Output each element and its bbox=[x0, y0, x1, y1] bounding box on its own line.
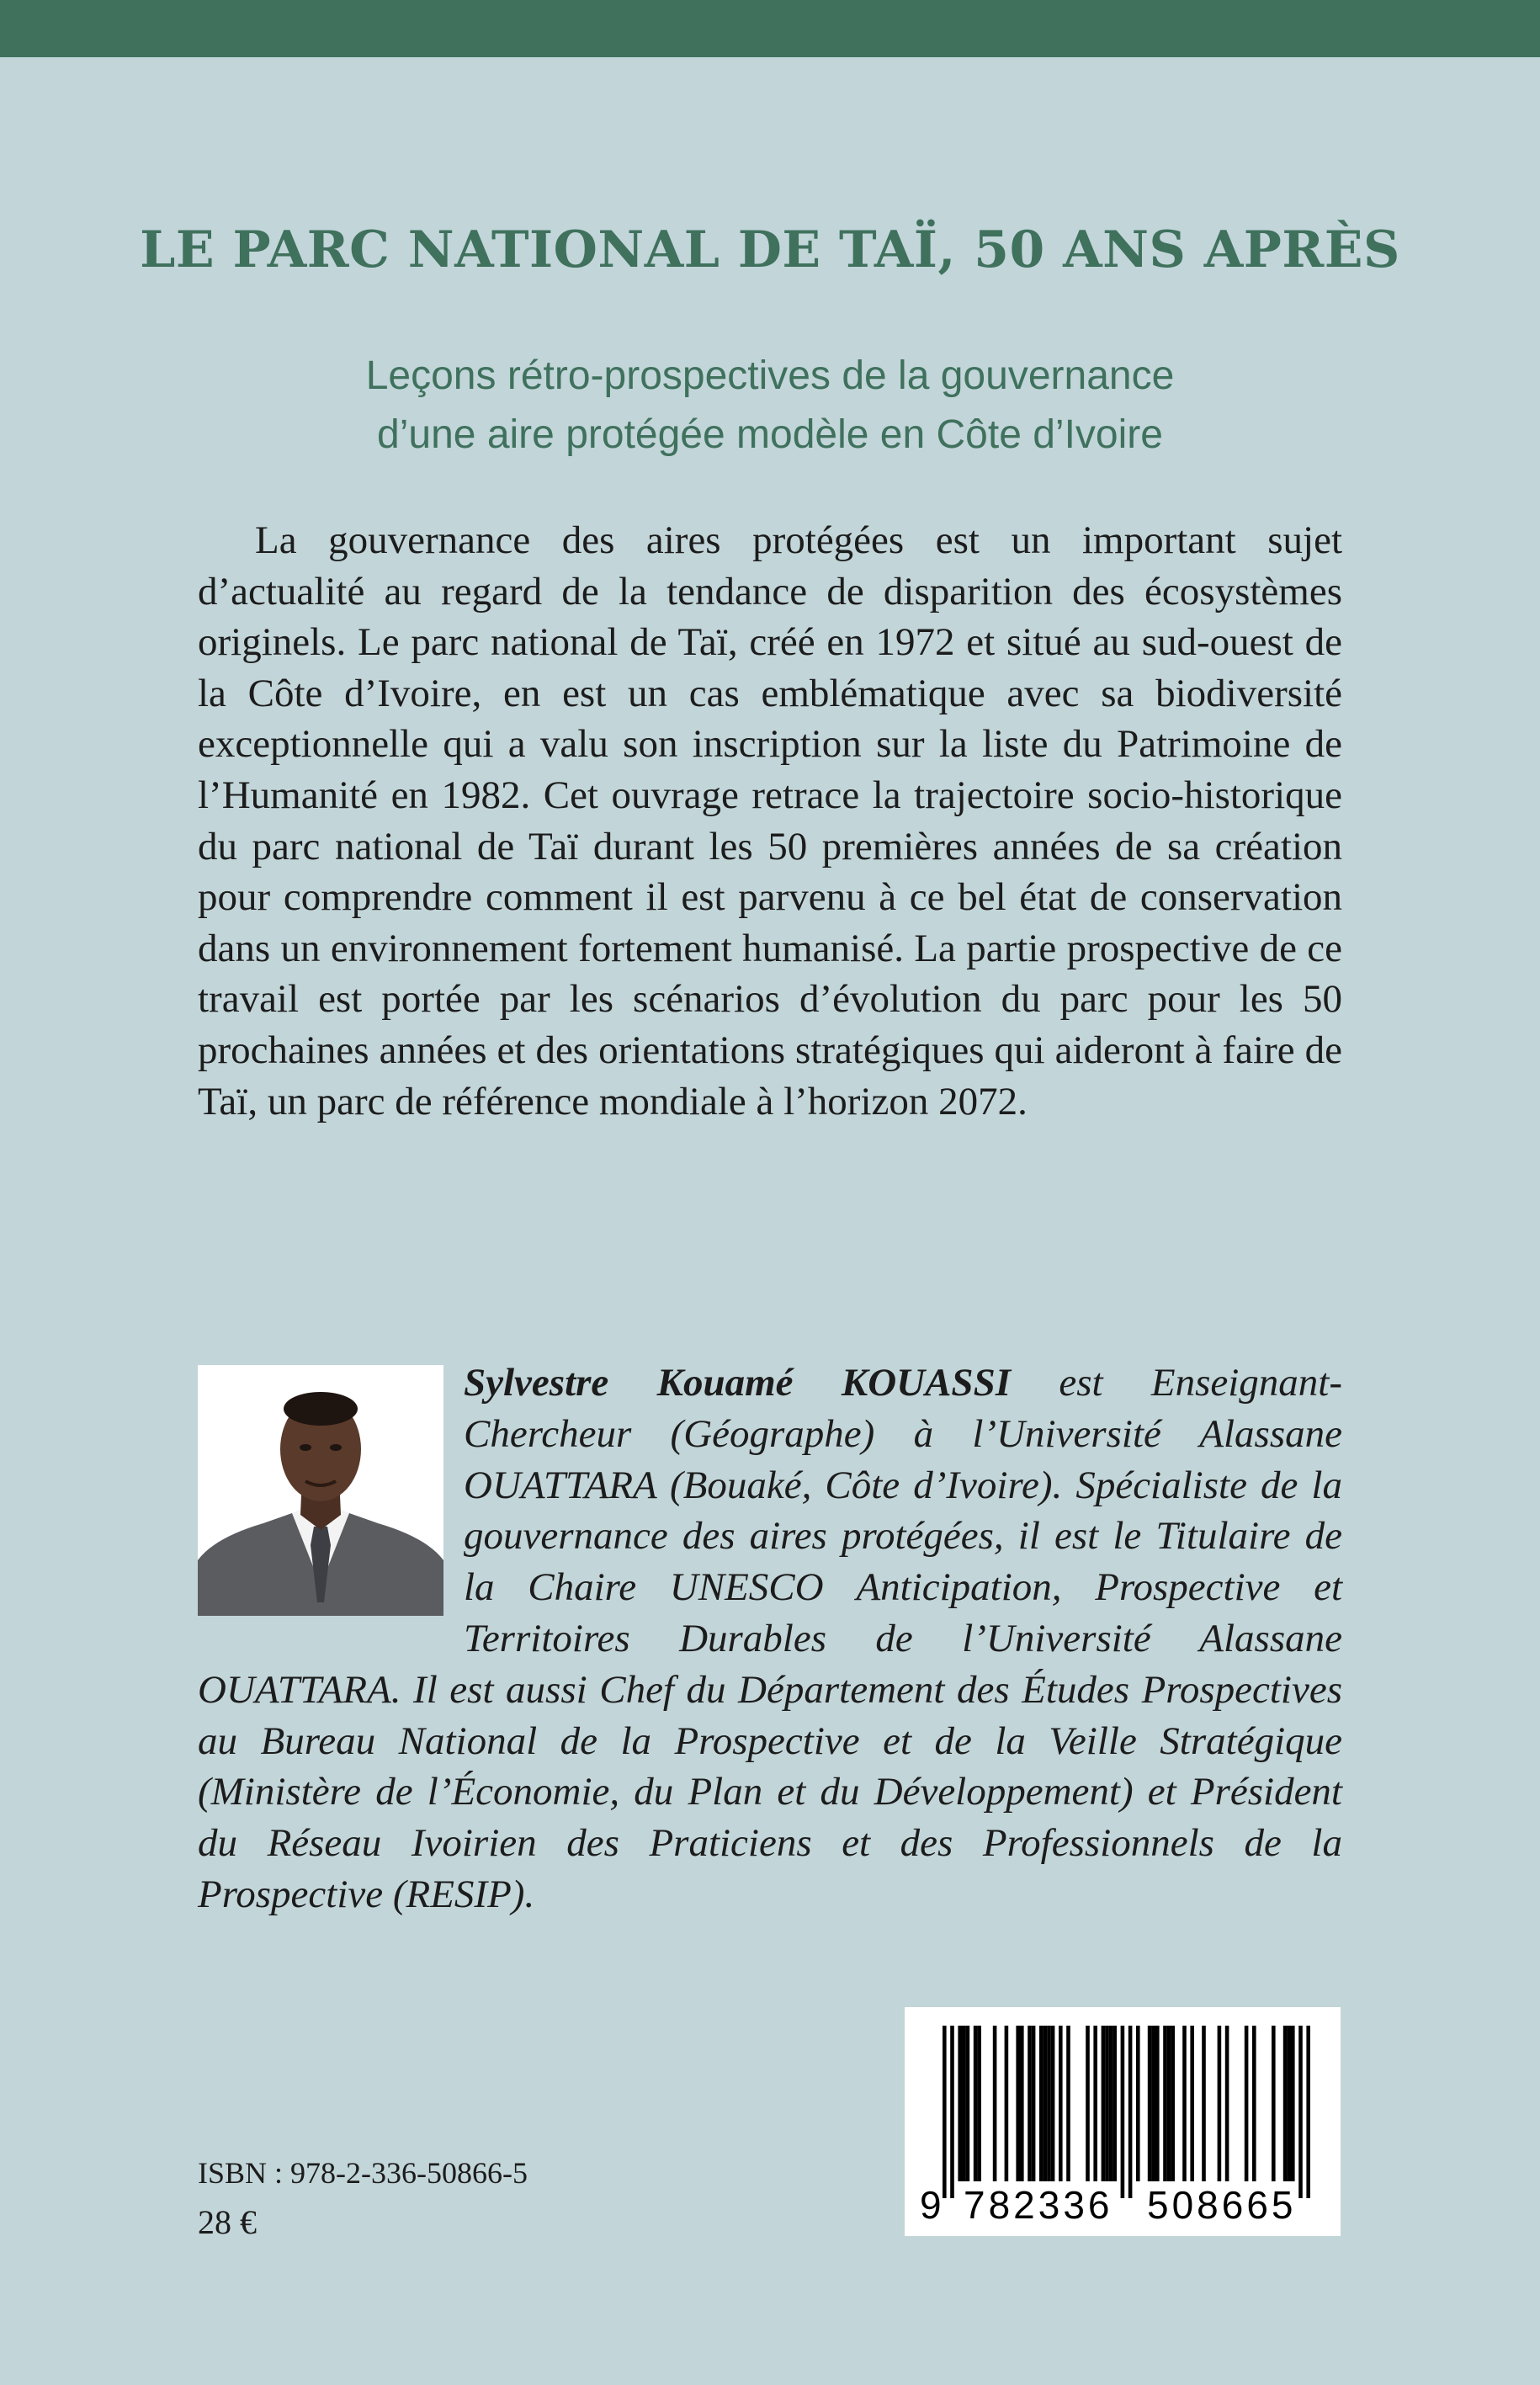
barcode-bar bbox=[1039, 2026, 1043, 2181]
barcode-bar bbox=[1155, 2026, 1160, 2181]
barcode-bar bbox=[1136, 2026, 1140, 2181]
barcode-bar bbox=[966, 2026, 970, 2181]
subtitle-line-1: Leçons rétro-prospectives de la gouvernance bbox=[365, 353, 1175, 398]
barcode-bar bbox=[943, 2026, 947, 2198]
book-summary bbox=[198, 515, 1342, 1127]
barcode-bar bbox=[1283, 2026, 1288, 2181]
barcode-bar bbox=[1016, 2026, 1020, 2181]
barcode-bar bbox=[1028, 2026, 1032, 2181]
barcode-bar bbox=[1252, 2026, 1256, 2181]
barcode-digits bbox=[920, 2184, 1328, 2226]
barcode-bar bbox=[1020, 2026, 1024, 2181]
barcode-bar bbox=[1245, 2026, 1249, 2181]
author-name: Sylvestre Kouamé KOUASSI bbox=[464, 1361, 1011, 1405]
barcode-bar bbox=[993, 2026, 997, 2181]
barcode-bar bbox=[1218, 2026, 1222, 2181]
top-band bbox=[0, 0, 1540, 57]
barcode-first-digit: 9 bbox=[920, 2183, 942, 2227]
barcode-bar bbox=[1148, 2026, 1152, 2181]
barcode-bar bbox=[977, 2026, 981, 2181]
barcode-bar bbox=[1121, 2026, 1125, 2198]
barcode-bar bbox=[1306, 2026, 1310, 2198]
barcode-bar bbox=[958, 2026, 962, 2181]
barcode-bar bbox=[1109, 2026, 1113, 2181]
barcode-bar bbox=[1086, 2026, 1090, 2181]
barcode-bar bbox=[1032, 2026, 1036, 2181]
barcode-bar bbox=[1287, 2026, 1291, 2181]
barcode-bar bbox=[1093, 2026, 1097, 2181]
barcode-bar bbox=[1202, 2026, 1206, 2181]
barcode-bar bbox=[1163, 2026, 1167, 2181]
barcode-bar bbox=[1272, 2026, 1276, 2181]
barcode-bar bbox=[1128, 2026, 1133, 2198]
barcode-bar bbox=[1113, 2026, 1117, 2181]
barcode-bar bbox=[1105, 2026, 1109, 2181]
barcode-bar bbox=[1167, 2026, 1171, 2181]
barcode-left-group: 782336 bbox=[964, 2183, 1113, 2227]
barcode-bar bbox=[1047, 2026, 1051, 2181]
barcode-bar bbox=[1102, 2026, 1106, 2181]
barcode-right-group: 508665 bbox=[1147, 2183, 1297, 2227]
author-description: est Enseignant-Chercheur (Géographe) à l’Université Alassane OUATTARA (Bouaké, Côte d’Ivoire). Spécialiste de la gouvernance des aires protégées, il est le Titulaire de la Chaire UNESCO Anticipation, Prospective et Territoires Durables de l’Université Alassane OUATTARA. Il est aussi Chef du Département des Études Prospectives au Bureau National de la Prospective et de la Veille Stratégique (Ministère de l’Économie, du Plan et du Développement) et Président du Réseau Ivoirien des Praticiens et des Professionnels de la Prospective (RESIP). bbox=[198, 1361, 1342, 1916]
barcode-bar bbox=[1171, 2026, 1175, 2181]
barcode-bar bbox=[1043, 2026, 1048, 2181]
barcode-bar bbox=[1190, 2026, 1194, 2181]
barcode-bar bbox=[1151, 2026, 1155, 2181]
barcode-bar bbox=[1225, 2026, 1229, 2181]
isbn: ISBN : 978-2-336-50866-5 bbox=[198, 2156, 528, 2190]
barcode-bar bbox=[1005, 2026, 1009, 2181]
barcode-bar bbox=[950, 2026, 954, 2198]
price: 28 € bbox=[198, 2203, 257, 2241]
book-title: LE PARC NATIONAL DE TAÏ, 50 ANS APRÈS bbox=[140, 220, 1400, 279]
author-bio bbox=[198, 1357, 1342, 1920]
barcode-bar bbox=[1066, 2026, 1070, 2181]
barcode-bar bbox=[1182, 2026, 1187, 2181]
barcode-bar bbox=[1298, 2026, 1303, 2198]
barcode-bar bbox=[974, 2026, 978, 2181]
barcode-bar bbox=[1051, 2026, 1055, 2181]
book-subtitle bbox=[0, 347, 1540, 465]
barcode-bar bbox=[962, 2026, 966, 2181]
barcode-bar bbox=[1291, 2026, 1295, 2181]
photo-wrap-space bbox=[198, 1357, 464, 1620]
isbn-barcode bbox=[905, 2007, 1341, 2236]
barcode-bar bbox=[1059, 2026, 1063, 2181]
subtitle-line-2: d’une aire protégée modèle en Côte d’Ivoire bbox=[377, 412, 1163, 457]
summary-paragraph: La gouvernance des aires protégées est un important sujet d’actualité au regard de la tendance de disparition des écosystèmes originels. Le parc national de Taï, créé en 1972 et situé au sud-ouest de la Côte d’Ivoire, en est un cas emblématique avec sa biodiversité exceptionnelle qui a valu son inscription sur la liste du Patrimoine de l’Humanité en 1982. Cet ouvrage retrace la trajectoire socio-historique du parc national de Taï durant les 50 premières années de sa création pour comprendre comment il est parvenu à ce bel état de conservation dans un environnement fortement humanisé. La partie prospective de ce travail est portée par les scénarios d’évolution du parc pour les 50 prochaines années et des orientations stratégiques qui aideront à faire de Taï, un parc de référence mondiale à l’horizon 2072. bbox=[198, 518, 1342, 1123]
